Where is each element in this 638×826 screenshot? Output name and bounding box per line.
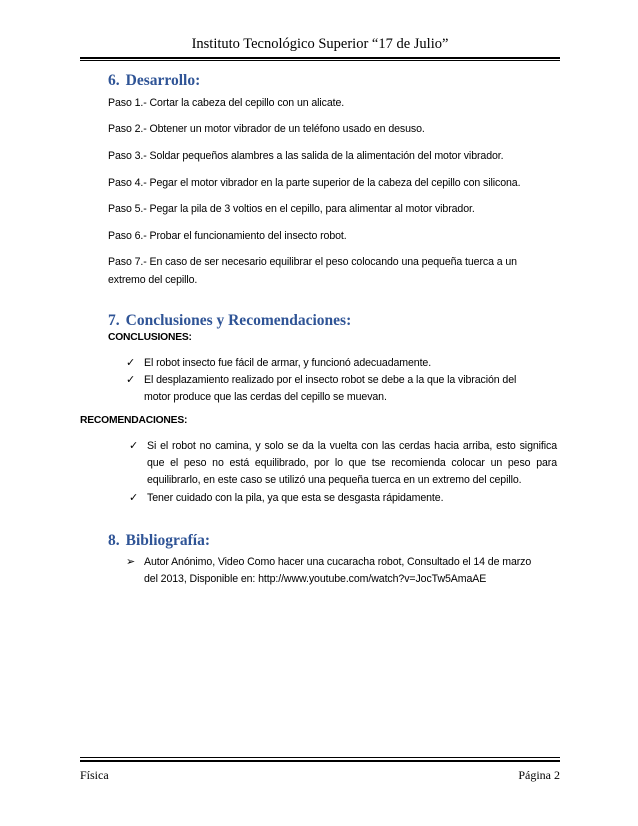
list-item [126,554,536,588]
step-5: Paso 5.- Pegar la pila de 3 voltios en el cepillo, para alimentar al motor vibrador. [108,203,475,215]
arrow-bullet-icon: ➢ [126,556,136,568]
section-heading: Desarrollo: [125,72,201,89]
section-number: 7. [108,312,120,329]
check-icon: ✓ [129,492,139,504]
section-title-conclusiones [108,312,351,330]
section-number: 6. [108,72,120,89]
header-rule [80,57,560,59]
list-item [129,438,557,489]
step-7: Paso 7.- En caso de ser necesario equilibrar el peso colocando una pequeña tuerca a un extremo del cepillo. [108,256,517,286]
check-icon: ✓ [129,440,139,452]
list-item [126,372,536,406]
header-rule-thin [80,60,560,61]
step-2: Paso 2.- Obtener un motor vibrador de un teléfono usado en desuso. [108,123,425,135]
bibliography-entry: Autor Anónimo, Video Como hacer una cucaracha robot, Consultado el 14 de marzo del 2013, Disponible en: http://www.youtube.com/watch?v=JocTw5AmaAE [144,556,532,585]
check-icon: ✓ [126,374,136,386]
conclusion-text: El desplazamiento realizado por el insecto robot se debe a la que la vibración del motor produce que las cerdas del cepillo se muevan. [144,374,517,403]
check-icon: ✓ [126,357,136,369]
section-heading: Conclusiones y Recomendaciones: [125,312,352,329]
conclusions-label: CONCLUSIONES: [108,332,192,343]
section-heading: Bibliografía: [125,532,211,549]
page-number: Página 2 [518,768,560,782]
step-6: Paso 6.- Probar el funcionamiento del insecto robot. [108,230,347,242]
step-3: Paso 3.- Soldar pequeños alambres a las salida de la alimentación del motor vibrador. [108,150,504,162]
section-title-bibliografia [108,532,210,550]
conclusion-text: El robot insecto fue fácil de armar, y funcionó adecuadamente. [144,357,432,369]
footer-subject: Física [80,768,109,782]
step-4: Paso 4.- Pegar el motor vibrador en la parte superior de la cabeza del cepillo con silicona. [108,177,521,189]
footer-rule [80,760,560,762]
section-number: 8. [108,532,120,549]
list-item [126,355,546,372]
footer-rule-thin [80,757,560,758]
list-item [129,490,557,507]
section-title-desarrollo [108,72,200,90]
step-1: Paso 1.- Cortar la cabeza del cepillo con un alicate. [108,97,345,109]
page-header: Instituto Tecnológico Superior “17 de Julio” [191,36,449,52]
recommendations-label: RECOMENDACIONES: [80,415,188,426]
recommendation-text: Tener cuidado con la pila, ya que esta se desgasta rápidamente. [147,492,444,504]
recommendation-text: Si el robot no camina, y solo se da la vuelta con las cerdas hacia arriba, esto significa que el peso no está equilibrado, por lo que tse recomienda colocar un peso para equilibrarlo, en este caso se utilizó una pequeña tuerca en un extremo del cepillo. [147,440,557,486]
